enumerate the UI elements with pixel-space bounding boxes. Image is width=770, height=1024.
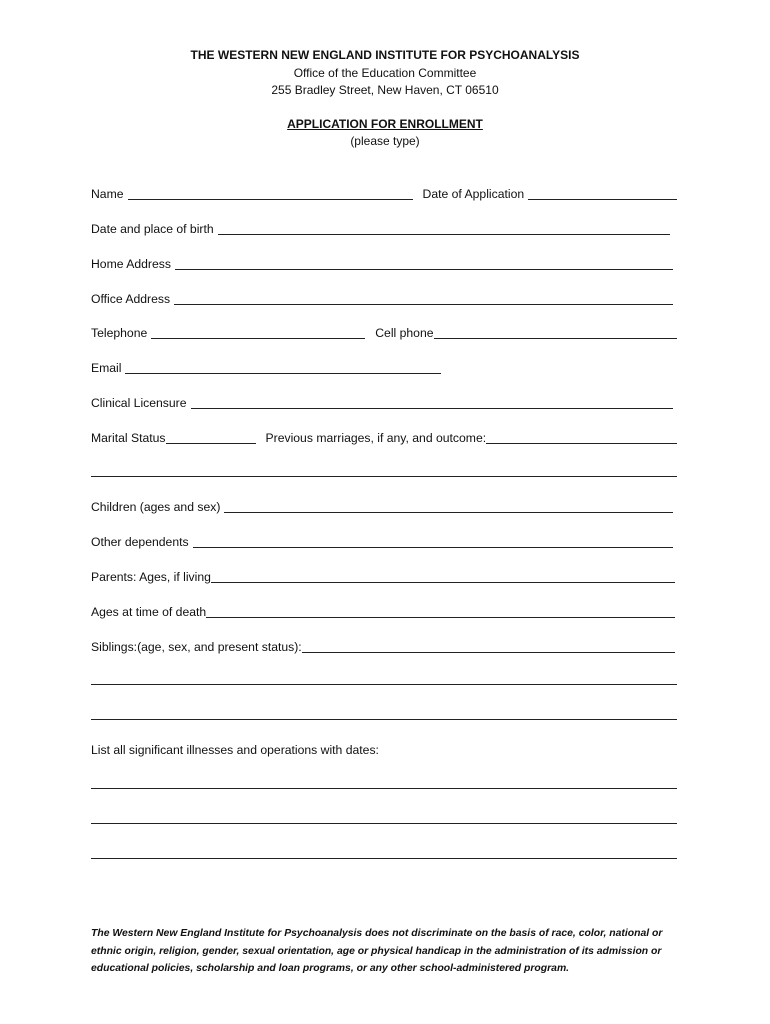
siblings-line-3[interactable] xyxy=(91,719,677,720)
death-ages-row xyxy=(91,603,677,621)
name-label: Name xyxy=(91,187,124,201)
name-field[interactable] xyxy=(128,199,413,200)
children-row xyxy=(91,498,677,516)
parents-label: Parents: Ages, if living xyxy=(91,570,211,584)
children-field[interactable] xyxy=(224,512,673,513)
form-title: APPLICATION FOR ENROLLMENT xyxy=(287,117,483,131)
date-of-application-field[interactable] xyxy=(528,199,677,200)
other-dependents-field[interactable] xyxy=(193,547,673,548)
marital-status-label: Marital Status xyxy=(91,431,166,445)
office-name: Office of the Education Committee xyxy=(293,65,477,80)
siblings-field[interactable] xyxy=(302,652,675,653)
illnesses-line-1[interactable] xyxy=(91,788,677,789)
previous-marriages-label: Previous marriages, if any, and outcome: xyxy=(265,431,487,445)
institute-name: THE WESTERN NEW ENGLAND INSTITUTE FOR PSYCHOANALYSIS xyxy=(190,48,580,62)
name-row xyxy=(91,185,677,203)
illnesses-line-2[interactable] xyxy=(91,823,677,824)
dependents-row xyxy=(91,533,677,551)
cell-phone-label: Cell phone xyxy=(375,326,434,340)
siblings-row xyxy=(91,638,677,656)
illnesses-line-3[interactable] xyxy=(91,858,677,859)
cell-phone-field[interactable] xyxy=(434,338,677,339)
institute-address: 255 Bradley Street, New Haven, CT 06510 xyxy=(271,83,499,97)
office-address-field[interactable] xyxy=(174,304,673,305)
home-address-row xyxy=(91,255,677,273)
form-title-block xyxy=(0,116,770,150)
ages-at-death-label: Ages at time of death xyxy=(91,605,207,619)
clinical-licensure-label: Clinical Licensure xyxy=(91,396,187,410)
office-address-row xyxy=(91,290,677,308)
illnesses-heading: List all significant illnesses and operations with dates: xyxy=(91,743,379,757)
parents-row xyxy=(91,568,677,586)
children-label: Children (ages and sex) xyxy=(91,500,221,514)
email-row xyxy=(91,359,677,377)
telephone-label: Telephone xyxy=(91,326,148,340)
other-dependents-label: Other dependents xyxy=(91,535,189,549)
ages-at-death-field[interactable] xyxy=(206,617,675,618)
home-address-field[interactable] xyxy=(175,269,673,270)
siblings-line-2[interactable] xyxy=(91,684,677,685)
birth-row xyxy=(91,220,677,238)
email-label: Email xyxy=(91,361,122,375)
marital-row xyxy=(91,429,677,447)
office-address-label: Office Address xyxy=(91,292,171,306)
email-field[interactable] xyxy=(125,373,441,374)
telephone-field[interactable] xyxy=(151,338,365,339)
date-place-birth-label: Date and place of birth xyxy=(91,222,214,236)
nondiscrimination-statement: The Western New England Institute for Psychoanalysis does not discriminate on the basis of race, color, national or ethnic origin, religion, gender, sexual orientation, age or physical handicap in the administration of its admission or educational policies, scholarship and loan programs, or any other school-administered program. xyxy=(91,928,663,974)
date-of-application-label: Date of Application xyxy=(422,187,525,201)
previous-marriages-field[interactable] xyxy=(486,443,677,444)
telephone-row xyxy=(91,324,677,342)
licensure-row xyxy=(91,394,677,412)
clinical-licensure-field[interactable] xyxy=(191,408,673,409)
date-place-birth-field[interactable] xyxy=(218,234,670,235)
home-address-label: Home Address xyxy=(91,257,171,271)
letterhead xyxy=(0,47,770,100)
form-instruction: (please type) xyxy=(350,134,420,148)
siblings-label: Siblings:(age, sex, and present status): xyxy=(91,640,302,654)
marital-status-field[interactable] xyxy=(166,443,256,444)
previous-marriages-continuation[interactable] xyxy=(91,476,677,477)
parents-field[interactable] xyxy=(211,582,675,583)
